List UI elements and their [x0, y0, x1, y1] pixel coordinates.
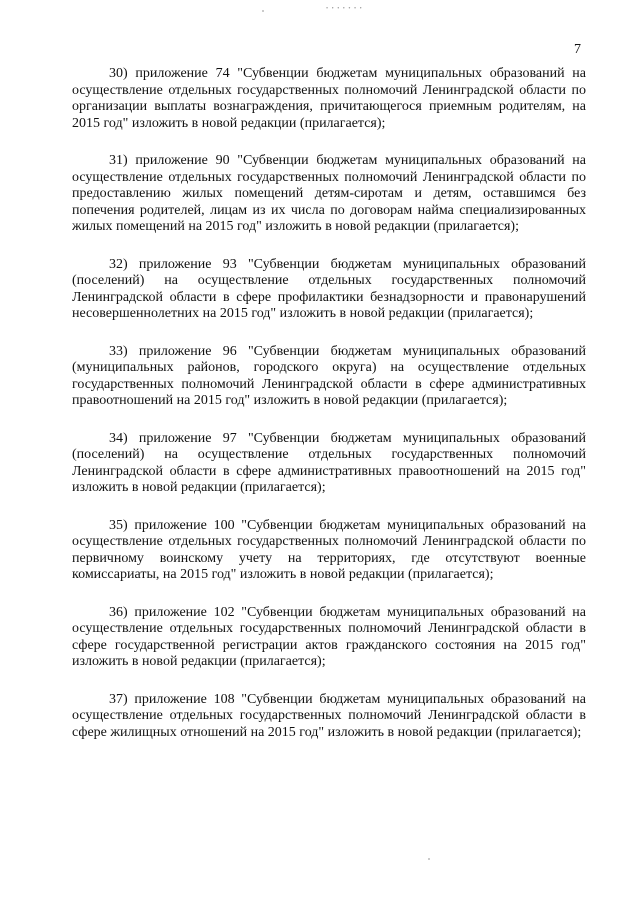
document-body [72, 66, 586, 762]
paragraph-item-30: 30) приложение 74 "Субвенции бюджетам муниципальных образований на осуществление отдельных государственных полномочий Ленинградской области по организации выплаты вознаграждения, причитающегося приемным родителям, на 2015 год" изложить в новой редакции (прилагается); [72, 66, 586, 131]
paragraph-item-32: 32) приложение 93 "Субвенции бюджетам муниципальных образований (поселений) на осуществление отдельных государственных полномочий Ленинградской области в сфере профилактики безнадзорности и правонарушений несовершеннолетних на 2015 год" изложить в новой редакции (прилагается); [72, 256, 586, 321]
page-number: 7 [574, 42, 581, 57]
paragraph-item-34: 34) приложение 97 "Субвенции бюджетам муниципальных образований (поселений) на осуществление отдельных государственных полномочий Ленинградской области в сфере административных правоотношений на 2015 год" изложить в новой редакции (прилагается); [72, 430, 586, 495]
paragraph-item-31: 31) приложение 90 "Субвенции бюджетам муниципальных образований на осуществление отдельных государственных полномочий Ленинградской области по предоставлению жилых помещений детям-сиротам и детям, оставшимся без попечения родителей, лицам из их числа по договорам найма специализированных жилых помещений на 2015 год" изложить в новой редакции (прилагается); [72, 153, 586, 234]
paragraph-item-33: 33) приложение 96 "Субвенции бюджетам муниципальных образований (муниципальных районов, городского округа) на осуществление отдельных государственных полномочий Ленинградской области в сфере административных правоотношений на 2015 год" изложить в новой редакции (прилагается); [72, 343, 586, 408]
scan-artifact-mark: • • • • • • • [326, 6, 363, 12]
paragraph-item-35: 35) приложение 100 "Субвенции бюджетам муниципальных образований на осуществление отдельных государственных полномочий Ленинградской области по первичному воинскому учету на территориях, где отсутствуют военные комиссариаты, на 2015 год" изложить в новой редакции (прилагается); [72, 517, 586, 582]
scan-speck [262, 10, 264, 12]
paragraph-item-37: 37) приложение 108 "Субвенции бюджетам муниципальных образований на осуществление отдельных государственных полномочий Ленинградской области в сфере жилищных отношений на 2015 год" изложить в новой редакции (прилагается); [72, 691, 586, 740]
scan-speck [428, 858, 430, 860]
paragraph-item-36: 36) приложение 102 "Субвенции бюджетам муниципальных образований на осуществление отдельных государственных полномочий Ленинградской области в сфере государственной регистрации актов гражданского состояния на 2015 год" изложить в новой редакции (прилагается); [72, 604, 586, 669]
